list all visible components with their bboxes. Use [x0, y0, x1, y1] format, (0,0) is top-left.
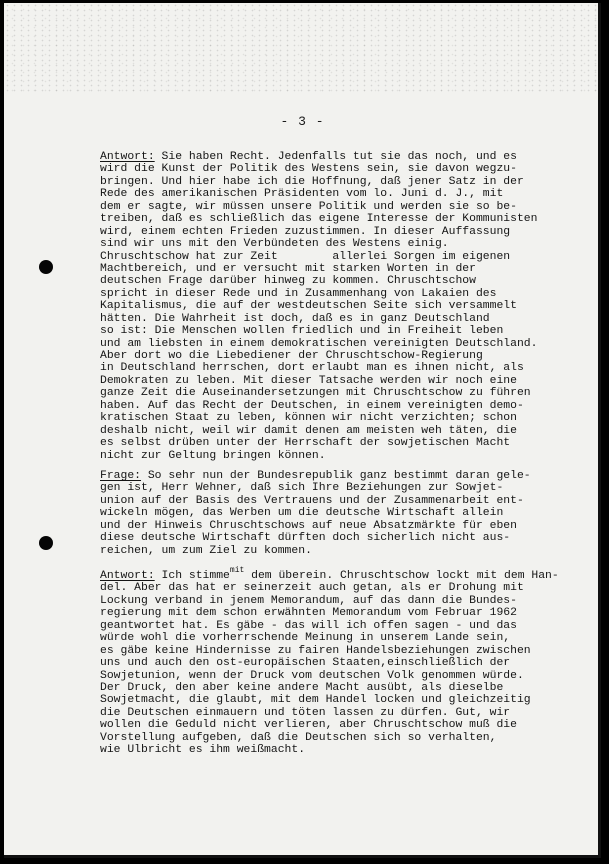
text-line: deshalb nicht, weil wir damit denen am meisten weh täten, die: [100, 424, 517, 437]
answer-label: Antwort:: [100, 570, 155, 582]
page-number: - 3 -: [280, 114, 325, 129]
text-line: Rede des amerikanischen Präsidenten vom lo. Juni d. J., mit: [100, 188, 504, 201]
typewritten-page: [4, 3, 601, 858]
text-line: sind wir uns mit den Verbündeten des Westens einig.: [100, 238, 449, 251]
text-line: haben. Auf das Recht der Deutschen, in einem vereinigten demo-: [100, 399, 524, 412]
paragraph-lines: [100, 163, 570, 462]
question-paragraph: [100, 470, 570, 557]
answer-paragraph-1: [100, 151, 570, 462]
text-line: wird die Kunst der Politik des Westens sein, sie davon wegzu-: [100, 163, 517, 176]
text-line: Machtbereich, und er versucht mit starken Worten in der: [100, 262, 476, 275]
text-line: wollen die Geduld nicht verlieren, aber Chruschtschow muß die: [100, 719, 517, 732]
text-line: ganze Zeit die Auseinandersetzungen mit Chruschtschow zu führen: [100, 387, 531, 400]
paragraph-first-line: [100, 151, 570, 163]
text-line: es selbst drüben unter der Herrschaft der sowjetischen Macht: [100, 437, 511, 450]
text-line: in Deutschland herrschen, dort erlaubt man es ihnen nicht, als: [100, 362, 524, 375]
text-line: Sowjetunion, wenn der Druck vom deutschen Volk genommen würde.: [100, 669, 524, 682]
text-line: diese deutsche Wirtschaft dürften doch sicherlich nicht aus-: [100, 532, 511, 545]
punch-hole-top: [39, 260, 53, 274]
text-line: wie Ulbricht es ihm weißmacht.: [100, 744, 306, 757]
text-line: hätten. Die Wahrheit ist doch, daß es in ganz Deutschland: [100, 312, 490, 325]
paragraph-first-line: [100, 566, 570, 582]
text-line: union auf der Basis des Vertrauens und der Zusammenarbeit ent-: [100, 494, 524, 507]
scan-speckle: [4, 3, 601, 93]
text-line: treiben, daß es schließlich das eigene Interesse der Kommunisten: [100, 213, 538, 226]
text-line: Vorstellung aufgeben, daß die Deutschen sich so verhalten,: [100, 731, 497, 744]
text-line: Ich stimme: [154, 570, 230, 582]
text-line: Lockung verband in jenem Memorandum, auf das dann die Bundes-: [100, 594, 517, 607]
text-line: Chruschtschow hat zur Zeit allerlei Sorgen im eigenen: [100, 250, 511, 263]
text-line: nicht zur Geltung bringen können.: [100, 449, 326, 462]
text-line: reichen, um zum Ziel zu kommen.: [100, 544, 312, 557]
text-line: wickeln mögen, das Werben um die deutsche Wirtschaft allein: [100, 507, 504, 520]
text-line: bringen. Und hier habe ich die Hoffnung, daß jener Satz in der: [100, 175, 524, 188]
text-line: und am liebsten in einem demokratischen vereinigten Deutschland.: [100, 337, 538, 350]
punch-hole-bottom: [39, 536, 53, 550]
text-line: Kapitalismus, die auf der westdeutschen Seite sich versammelt: [100, 300, 517, 313]
handwritten-insert: mit: [229, 566, 245, 575]
text-line: es gäbe keine Hindernisse zu fairen Handelsbeziehungen zwischen: [100, 644, 531, 657]
text-line: Sowjetmacht, die glaubt, mit dem Handel locken und gleichzeitig: [100, 694, 531, 707]
text-line: Der Druck, den aber keine andere Macht ausübt, als dieselbe: [100, 681, 504, 694]
text-line: dem er sagte, wir müssen unsere Politik und werden sie so be-: [100, 200, 517, 213]
text-line: dem überein. Chruschtschow lockt mit dem Han-: [244, 570, 559, 582]
paragraph-first-line: [100, 470, 570, 482]
text-line: Aber dort wo die Liebediener der Chruschtschow-Regierung: [100, 350, 483, 362]
text-line: So sehr nun der Bundesrepublik ganz bestimmt daran gele-: [141, 470, 531, 482]
question-label: Frage:: [100, 470, 142, 482]
text-line: und der Hinweis Chruschtschows auf neue Absatzmärkte für eben: [100, 519, 517, 532]
text-line: gen ist, Herr Wehner, daß sich Ihre Beziehungen zur Sowjet-: [100, 482, 504, 495]
text-line: kratischen Staat zu leben, können wir nicht verzichten; schon: [100, 412, 517, 425]
text-line: so ist: Die Menschen wollen friedlich und in Freiheit leben: [100, 325, 504, 338]
text-line: del. Aber das hat er seinerzeit auch getan, als er Drohung mit: [100, 582, 524, 595]
paragraph-lines: [100, 482, 570, 557]
text-line: Sie haben Recht. Jedenfalls tut sie das noch, und es: [154, 151, 517, 163]
page-edge-bottom: [4, 855, 601, 858]
answer-label: Antwort:: [100, 151, 155, 163]
text-line: Demokraten zu leben. Mit dieser Tatsache werden wir noch eine: [100, 374, 517, 387]
text-line: spricht in dieser Rede und in Zusammenhang von Lakaien des: [100, 287, 497, 300]
text-line: deutschen Frage darüber hinweg zu kommen. Chruschtschow: [100, 275, 476, 288]
text-line: die Deutschen einmauern und töten lassen zu dürfen. Gut, wir: [100, 706, 511, 719]
answer-paragraph-2: [100, 566, 570, 757]
text-line: regierung mit dem schon erwähnten Memorandum vom Februar 1962: [100, 607, 517, 620]
text-line: würde wohl die vorherrschende Meinung in unserem Lande sein,: [100, 632, 511, 645]
page-edge-right: [598, 3, 601, 858]
text-line: geantwortet hat. Es gäbe - das will ich offen sagen - und das: [100, 619, 517, 632]
paragraph-lines: [100, 582, 570, 756]
text-line: wird, einem echten Frieden zuzustimmen. In dieser Auffassung: [100, 225, 511, 238]
text-line: uns und auch den ost-europäischen Staaten,einschließlich der: [100, 657, 511, 670]
